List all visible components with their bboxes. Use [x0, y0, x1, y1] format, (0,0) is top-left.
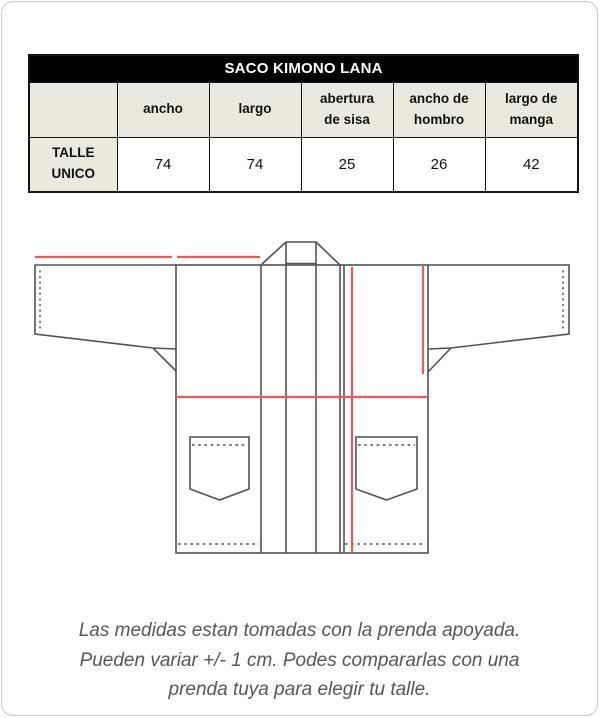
column-header-largo-de-manga: largo de manga: [485, 82, 578, 137]
value-largo-de-manga: 42: [485, 137, 578, 192]
size-guide-card: [1, 1, 598, 716]
right-sleeve: [428, 265, 569, 349]
column-header-largo: largo: [209, 82, 301, 137]
column-header-ancho-de-hombro: ancho de hombro: [393, 82, 485, 137]
column-header-abertura-de-sisa: abertura de sisa: [301, 82, 393, 137]
column-header-ancho: ancho: [117, 82, 209, 137]
left-sleeve: [35, 265, 176, 349]
row-label-talle-unico: TALLE UNICO: [29, 137, 117, 192]
note-line-2: Pueden variar +/- 1 cm. Podes compararlas con una: [79, 649, 520, 671]
kimono-flat-sketch: [2, 2, 598, 602]
note-line-3: prenda tuya para elegir tu talle.: [168, 679, 431, 700]
measurement-note: [2, 616, 597, 705]
right-lapel-fold: [316, 242, 340, 265]
right-underarm-gusset: [428, 348, 451, 372]
left-lapel-fold: [261, 242, 286, 265]
left-pocket: [190, 437, 249, 500]
size-table-title: SACO KIMONO LANA: [29, 55, 578, 82]
jacket-body: [176, 265, 428, 553]
value-ancho: 74: [117, 137, 209, 192]
note-line-1: Las medidas estan tomadas con la prenda apoyada.: [78, 620, 521, 641]
value-abertura-de-sisa: 25: [301, 137, 393, 192]
value-ancho-de-hombro: 26: [393, 137, 485, 192]
right-pocket: [356, 437, 417, 500]
value-largo: 74: [209, 137, 301, 192]
left-underarm-gusset: [153, 348, 176, 371]
